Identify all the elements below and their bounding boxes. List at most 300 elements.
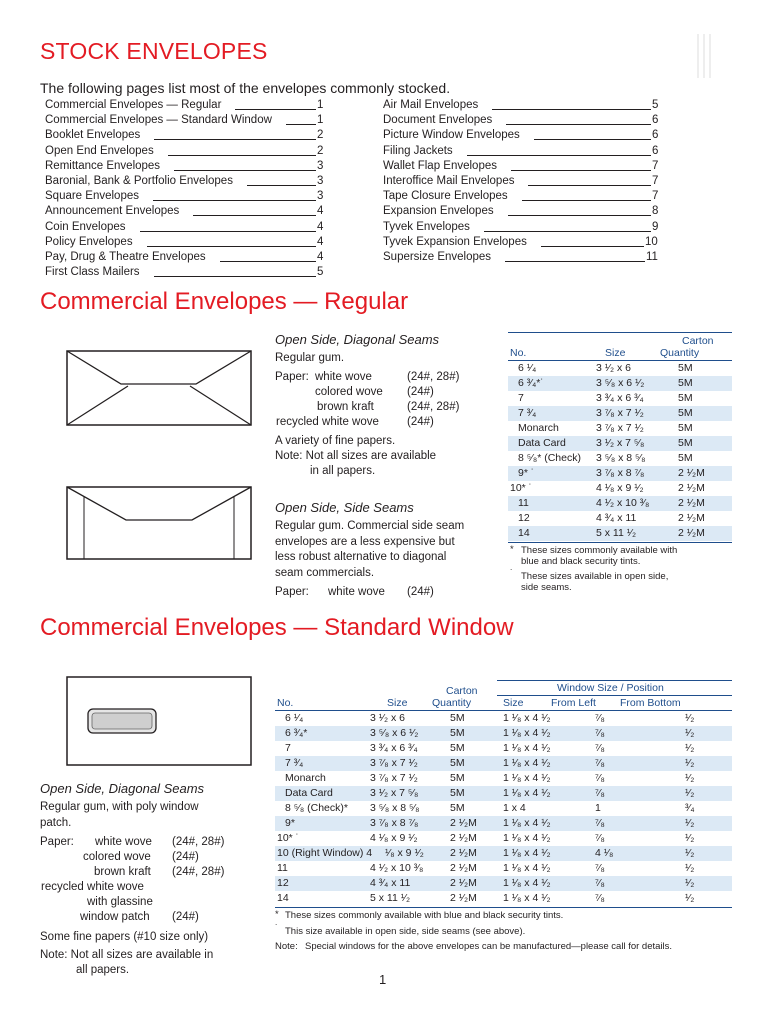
paper-weight: (24#) <box>407 586 434 598</box>
header-size: Size <box>387 697 408 709</box>
toc-item-page: 3 <box>317 175 324 187</box>
from-bottom-cell: ¹⁄₂ <box>685 832 695 844</box>
toc-item-label: Filing Jackets <box>383 144 453 157</box>
size-cell: 3 ⁵⁄₈ x 8 ⁵⁄₈ <box>370 802 420 814</box>
toc-item <box>45 174 323 189</box>
header-quantity: Quantity <box>660 347 700 359</box>
window-size-cell: 1 ¹⁄₈ x 4 ¹⁄₂ <box>503 832 551 844</box>
table-body <box>508 361 732 541</box>
toc-leader-line <box>492 109 651 110</box>
size-cell: 3 ⁷⁄₈ x 7 ¹⁄₂ <box>370 757 418 769</box>
toc-item <box>383 174 658 189</box>
toc-item-page: 3 <box>317 190 324 203</box>
window-size-cell: 1 ¹⁄₈ x 4 ¹⁄₂ <box>503 712 551 724</box>
toc-item-page: 6 <box>652 114 659 127</box>
footnote-text: These sizes commonly available with <box>521 545 678 556</box>
carton-quantity-cell: 2 ¹⁄₂M <box>450 862 477 874</box>
window-size-cell: 1 ¹⁄₈ x 4 ¹⁄₂ <box>503 847 551 859</box>
side-seam-envelope-illustration <box>66 486 252 560</box>
toc-leader-line <box>174 170 316 171</box>
toc-item-label: Pay, Drug & Theatre Envelopes <box>45 251 206 263</box>
size-number-cell: 8 ⁵⁄₈ (Check)* <box>285 802 348 814</box>
toc-leader-line <box>528 185 651 186</box>
toc-leader-line <box>193 215 316 216</box>
toc-item <box>45 265 323 280</box>
page-number: 1 <box>379 972 387 987</box>
toc-item-page: 2 <box>317 144 324 157</box>
table-body <box>275 711 732 907</box>
carton-quantity-cell: 2 ¹⁄₂M <box>450 877 477 889</box>
from-bottom-cell: ¹⁄₂ <box>685 772 695 784</box>
note-text: in all papers. <box>310 465 376 477</box>
toc-item <box>45 159 323 174</box>
toc-item <box>45 189 323 204</box>
from-bottom-cell: ¹⁄₂ <box>685 712 695 724</box>
table-row <box>508 466 732 481</box>
toc-item-label: Announcement Envelopes <box>45 205 180 218</box>
table-row <box>275 876 732 891</box>
size-cell: ¹⁄₈ x 9 ¹⁄₂ <box>385 847 424 859</box>
table-row <box>508 436 732 451</box>
footnote-text: These sizes available in open side, <box>521 571 669 582</box>
toc-item-page: 3 <box>317 159 324 172</box>
variety-text: A variety of fine papers. <box>275 435 396 447</box>
toc-item-label: Picture Window Envelopes <box>383 129 520 142</box>
toc-item-label: Interoffice Mail Envelopes <box>383 175 515 187</box>
carton-quantity-cell: 2 ¹⁄₂M <box>678 512 705 524</box>
toc-item-page: 5 <box>317 266 324 279</box>
from-bottom-cell: ¹⁄₂ <box>685 862 695 874</box>
paper-name: recycled white wove <box>41 881 144 893</box>
carton-quantity-cell: 5M <box>450 712 465 724</box>
size-number-cell: Data Card <box>285 787 333 799</box>
carton-quantity-cell: 5M <box>678 392 693 404</box>
size-cell: 3 ¹⁄₂ x 6 <box>596 362 632 374</box>
toc-item <box>383 144 658 159</box>
note-text: Note: Not all sizes are available in <box>40 949 214 961</box>
carton-quantity-cell: 2 ¹⁄₂M <box>678 527 705 539</box>
toc-item <box>383 98 658 113</box>
toc-item-page: 7 <box>652 175 659 187</box>
carton-quantity-cell: 2 ¹⁄₂M <box>678 497 705 509</box>
table-row <box>275 726 732 741</box>
toc-leader-line <box>484 231 651 232</box>
header-carton: Carton <box>682 335 714 347</box>
toc-item-page: 1 <box>317 114 324 127</box>
size-cell: 3 ⁷⁄₈ x 7 ¹⁄₂ <box>370 772 418 784</box>
from-bottom-cell: ¹⁄₂ <box>685 847 695 859</box>
table-row <box>508 421 732 436</box>
table-row <box>508 481 732 496</box>
toc-item-label: Remittance Envelopes <box>45 159 161 172</box>
size-number-cell: 7 <box>285 742 291 754</box>
toc-item <box>45 220 323 235</box>
table-row <box>508 361 732 376</box>
paper-name: colored wove <box>83 851 151 863</box>
size-number-cell: Monarch <box>518 422 559 434</box>
from-left-cell: 4 ¹⁄₈ <box>595 847 614 859</box>
toc-item-label: Coin Envelopes <box>45 220 126 233</box>
table-bottom-rule <box>275 907 732 908</box>
toc-item <box>45 128 323 143</box>
window-size-cell: 1 ¹⁄₈ x 4 ¹⁄₂ <box>503 877 551 889</box>
from-left-cell: ⁷⁄₈ <box>595 742 605 754</box>
toc-item <box>45 98 323 113</box>
toc-item <box>45 113 323 128</box>
side-seams-text: less robust alternative to diagonal <box>275 551 447 563</box>
size-cell: 4 ¹⁄₈ x 9 ¹⁄₂ <box>596 482 644 494</box>
size-cell: 4 ¹⁄₂ x 10 ³⁄₈ <box>596 497 650 509</box>
toc-item-page: 6 <box>652 144 659 157</box>
window-size-cell: 1 ¹⁄₈ x 4 ¹⁄₂ <box>503 787 551 799</box>
toc-leader-line <box>505 261 645 262</box>
toc-item-page: 5 <box>652 99 659 111</box>
regular-size-table <box>508 330 732 600</box>
paper-name: white wove <box>315 371 372 383</box>
toc-leader-line <box>506 124 651 125</box>
paper-name: white wove <box>95 836 152 848</box>
window-size-cell: 1 ¹⁄₈ x 4 ¹⁄₂ <box>503 727 551 739</box>
header-from-left: From Left <box>551 697 596 709</box>
window-size-cell: 1 ¹⁄₈ x 4 ¹⁄₂ <box>503 892 551 904</box>
size-cell: 4 ¹⁄₂ x 10 ³⁄₈ <box>370 862 424 874</box>
carton-quantity-cell: 5M <box>450 802 465 814</box>
window-size-cell: 1 ¹⁄₈ x 4 ¹⁄₂ <box>503 862 551 874</box>
size-cell: 3 ¹⁄₂ x 7 ⁵⁄₈ <box>370 787 419 799</box>
size-number-cell: 6 ³⁄₄*˙ <box>518 377 544 389</box>
table-row <box>275 816 732 831</box>
size-number-cell: 12 <box>277 877 289 889</box>
toc-item-label: Wallet Flap Envelopes <box>383 159 497 172</box>
carton-quantity-cell: 5M <box>450 727 465 739</box>
size-number-cell: 11 <box>277 862 288 874</box>
toc-item <box>383 235 658 250</box>
toc-leader-line <box>541 246 644 247</box>
window-size-cell: 1 ¹⁄₈ x 4 ¹⁄₂ <box>503 742 551 754</box>
header-size: Size <box>605 347 626 359</box>
size-cell: 3 ⁷⁄₈ x 8 ⁷⁄₈ <box>596 467 645 479</box>
carton-quantity-cell: 5M <box>678 452 693 464</box>
from-left-cell: ⁷⁄₈ <box>595 817 605 829</box>
header-from-bottom: From Bottom <box>620 697 681 709</box>
paper-name: brown kraft <box>94 866 151 878</box>
note-text: all papers. <box>76 964 130 976</box>
carton-quantity-cell: 5M <box>678 407 693 419</box>
size-number-cell: 10* ˙ <box>277 832 300 844</box>
diagonal-seams-heading: Open Side, Diagonal Seams <box>275 332 440 347</box>
toc-item-page: 6 <box>652 129 659 142</box>
carton-quantity-cell: 5M <box>450 772 465 784</box>
intro-text: The following pages list most of the envelopes commonly stocked. <box>40 80 451 96</box>
size-number-cell: 7 ³⁄₄ <box>518 407 537 419</box>
toc-leader-line <box>168 155 316 156</box>
toc-item-page: 4 <box>317 251 324 263</box>
size-number-cell: 14 <box>277 892 289 904</box>
table-top-rule <box>508 332 732 333</box>
table-row <box>508 496 732 511</box>
table-row <box>275 711 732 726</box>
carton-quantity-cell: 2 ¹⁄₂M <box>450 817 477 829</box>
size-cell: 3 ¹⁄₂ x 6 <box>370 712 406 724</box>
toc-item-label: Baronial, Bank & Portfolio Envelopes <box>45 175 233 187</box>
carton-quantity-cell: 5M <box>678 377 693 389</box>
toc-item-label: Open End Envelopes <box>45 144 154 157</box>
footnote-text: blue and black security tints. <box>521 556 641 567</box>
toc-item-page: 11 <box>646 251 658 263</box>
paper-weight: (24#, 28#) <box>172 836 225 848</box>
window-size-table <box>275 678 732 958</box>
toc-item-page: 7 <box>652 159 659 172</box>
paper-weight: (24#) <box>407 416 434 428</box>
carton-quantity-cell: 2 ¹⁄₂M <box>678 467 705 479</box>
toc-item <box>383 220 658 235</box>
from-bottom-cell: ¹⁄₂ <box>685 727 695 739</box>
size-cell: 3 ⁷⁄₈ x 7 ¹⁄₂ <box>596 407 644 419</box>
toc-item-page: 9 <box>652 220 659 233</box>
toc-item-label: Tyvek Envelopes <box>383 220 470 233</box>
toc-item <box>383 250 658 265</box>
size-cell: 3 ⁵⁄₈ x 6 ¹⁄₂ <box>370 727 419 739</box>
size-cell: 3 ⁵⁄₈ x 6 ¹⁄₂ <box>596 377 645 389</box>
regular-gum-text: Regular gum. <box>275 352 345 364</box>
footnote-label: Note: <box>275 941 298 952</box>
from-left-cell: ⁷⁄₈ <box>595 712 605 724</box>
toc-item <box>45 235 323 250</box>
from-bottom-cell: ¹⁄₂ <box>685 892 695 904</box>
size-cell: 3 ³⁄₄ x 6 ³⁄₄ <box>370 742 418 754</box>
toc-leader-line <box>247 185 316 186</box>
paper-name: with glassine <box>87 896 153 908</box>
toc-leader-line <box>153 200 316 201</box>
paper-weight: (24#, 28#) <box>172 866 225 878</box>
toc-item-label: Expansion Envelopes <box>383 205 494 218</box>
from-left-cell: ⁷⁄₈ <box>595 832 605 844</box>
carton-quantity-cell: 5M <box>450 787 465 799</box>
toc-item-label: Air Mail Envelopes <box>383 99 479 111</box>
size-number-cell: 11 <box>518 497 529 509</box>
size-cell: 4 ³⁄₄ x 11 <box>596 512 637 524</box>
carton-quantity-cell: 5M <box>450 742 465 754</box>
toc-item-page: 8 <box>652 205 659 218</box>
paper-weight: (24#) <box>172 851 199 863</box>
registration-mark <box>709 34 711 78</box>
table-row <box>275 861 732 876</box>
paper-label: Paper: <box>40 836 74 848</box>
toc-leader-line <box>522 200 651 201</box>
size-number-cell: 6 ¹⁄₄ <box>285 712 304 724</box>
size-cell: 5 x 11 ¹⁄₂ <box>596 527 637 539</box>
paper-name: brown kraft <box>317 401 374 413</box>
toc-leader-line <box>154 139 316 140</box>
toc-item-label: Booklet Envelopes <box>45 129 141 142</box>
table-row <box>275 771 732 786</box>
toc-item <box>383 204 658 219</box>
table-row <box>508 511 732 526</box>
from-bottom-cell: ¹⁄₂ <box>685 817 695 829</box>
toc-leader-line <box>235 109 316 110</box>
size-number-cell: 14 <box>518 527 530 539</box>
footnote-mark: * <box>275 909 279 920</box>
size-cell: 3 ⁷⁄₈ x 8 ⁷⁄₈ <box>370 817 419 829</box>
toc-item-label: Policy Envelopes <box>45 235 133 248</box>
header-no: No. <box>277 697 294 709</box>
size-number-cell: Data Card <box>518 437 566 449</box>
size-number-cell: 12 <box>518 512 530 524</box>
window-header-top-rule <box>497 680 732 681</box>
toc-item-page: 2 <box>317 129 324 142</box>
registration-mark <box>703 34 705 78</box>
toc-item-page: 4 <box>317 205 324 218</box>
from-left-cell: ⁷⁄₈ <box>595 757 605 769</box>
size-number-cell: Monarch <box>285 772 326 784</box>
paper-name: white wove <box>328 586 385 598</box>
paper-label: Paper: <box>275 371 309 383</box>
from-bottom-cell: ¹⁄₂ <box>685 742 695 754</box>
window-size-cell: 1 x 4 <box>503 802 526 814</box>
toc-leader-line <box>147 246 316 247</box>
size-cell: 3 ³⁄₄ x 6 ³⁄₄ <box>596 392 644 404</box>
from-left-cell: 1 <box>595 802 601 814</box>
carton-quantity-cell: 5M <box>678 437 693 449</box>
table-row <box>508 406 732 421</box>
toc-item-page: 1 <box>317 99 324 111</box>
header-window: Window Size / Position <box>557 682 664 694</box>
carton-quantity-cell: 5M <box>450 757 465 769</box>
header-carton: Carton <box>446 685 478 697</box>
from-left-cell: ⁷⁄₈ <box>595 862 605 874</box>
from-bottom-cell: ¹⁄₂ <box>685 877 695 889</box>
paper-weight: (24#, 28#) <box>407 371 460 383</box>
toc-item <box>45 144 323 159</box>
table-row <box>275 831 732 846</box>
from-bottom-cell: ¹⁄₂ <box>685 787 695 799</box>
paper-weight: (24#, 28#) <box>407 401 460 413</box>
note-text: Note: Not all sizes are available <box>275 450 437 462</box>
size-number-cell: 9* ˙ <box>518 467 535 479</box>
window-subheader-rule <box>497 695 732 696</box>
header-window-size: Size <box>503 697 524 709</box>
header-quantity: Quantity <box>432 697 472 709</box>
window-envelope-illustration <box>66 676 252 766</box>
toc-right-column <box>383 98 658 268</box>
carton-quantity-cell: 2 ¹⁄₂M <box>450 892 477 904</box>
window-size-cell: 1 ¹⁄₈ x 4 ¹⁄₂ <box>503 772 551 784</box>
toc-item-page: 10 <box>645 235 658 248</box>
table-row <box>275 891 732 906</box>
size-cell: 3 ⁵⁄₈ x 8 ⁵⁄₈ <box>596 452 646 464</box>
from-left-cell: ⁷⁄₈ <box>595 877 605 889</box>
window-diagonal-seams-heading: Open Side, Diagonal Seams <box>40 781 205 796</box>
toc-item <box>45 204 323 219</box>
toc-item <box>45 250 323 265</box>
window-gum-text: Regular gum, with poly window <box>40 801 199 813</box>
table-row <box>275 741 732 756</box>
section-title-window: Commercial Envelopes — Standard Window <box>40 614 514 641</box>
carton-quantity-cell: 2 ¹⁄₂M <box>450 847 477 859</box>
toc-item-label: Supersize Envelopes <box>383 251 492 263</box>
toc-leader-line <box>467 155 651 156</box>
table-row <box>275 846 732 861</box>
toc-item-label: First Class Mailers <box>45 266 140 279</box>
window-gum-text: patch. <box>40 817 72 829</box>
size-cell: 4 ¹⁄₈ x 9 ¹⁄₂ <box>370 832 418 844</box>
table-row <box>508 376 732 391</box>
toc-item-label: Tape Closure Envelopes <box>383 190 508 203</box>
toc-item <box>383 159 658 174</box>
size-cell: 4 ³⁄₄ x 11 <box>370 877 411 889</box>
size-number-cell: 7 ³⁄₄ <box>285 757 304 769</box>
size-number-cell: 6 ³⁄₄* <box>285 727 308 739</box>
fine-papers-text: Some fine papers (#10 size only) <box>40 931 209 943</box>
table-row <box>508 526 732 541</box>
paper-weight: (24#) <box>407 386 434 398</box>
side-seams-text: Regular gum. Commercial side seam <box>275 520 465 532</box>
carton-quantity-cell: 2 ¹⁄₂M <box>678 482 705 494</box>
size-cell: 3 ¹⁄₂ x 7 ⁵⁄₈ <box>596 437 645 449</box>
size-number-cell: 10* ˙ <box>510 482 533 494</box>
registration-mark <box>697 34 699 78</box>
toc-leader-line <box>286 124 316 125</box>
table-row <box>508 451 732 466</box>
toc-leader-line <box>534 139 651 140</box>
paper-name: colored wove <box>315 386 383 398</box>
toc-leader-line <box>220 261 316 262</box>
footnote-text: side seams. <box>521 582 572 593</box>
from-left-cell: ⁷⁄₈ <box>595 727 605 739</box>
header-no: No. <box>510 347 527 359</box>
from-bottom-cell: ¹⁄₂ <box>685 757 695 769</box>
from-left-cell: ⁷⁄₈ <box>595 787 605 799</box>
toc-leader-line <box>154 276 316 277</box>
toc-item-label: Commercial Envelopes — Regular <box>45 99 222 111</box>
paper-name: recycled white wove <box>276 416 379 428</box>
footnote-mark: * <box>510 544 514 555</box>
footnote-mark: ˙ <box>510 568 514 579</box>
toc-leader-line <box>511 170 651 171</box>
window-size-cell: 1 ¹⁄₈ x 4 ¹⁄₂ <box>503 757 551 769</box>
side-seams-text: seam commercials. <box>275 567 375 579</box>
paper-label: Paper: <box>275 586 309 598</box>
size-number-cell: 7 <box>518 392 524 404</box>
from-left-cell: ⁷⁄₈ <box>595 772 605 784</box>
window-size-cell: 1 ¹⁄₈ x 4 ¹⁄₂ <box>503 817 551 829</box>
paper-name: window patch <box>80 911 150 923</box>
toc-item-label: Square Envelopes <box>45 190 139 203</box>
side-seams-heading: Open Side, Side Seams <box>275 500 414 515</box>
size-number-cell: 8 ⁵⁄₈* (Check) <box>518 452 581 464</box>
toc-left-column <box>45 98 323 283</box>
toc-item <box>383 128 658 143</box>
table-row <box>275 756 732 771</box>
section-title-regular: Commercial Envelopes — Regular <box>40 288 409 315</box>
diagonal-seam-envelope-illustration <box>66 350 252 426</box>
size-number-cell: 6 ¹⁄₄ <box>518 362 537 374</box>
toc-leader-line <box>508 215 651 216</box>
toc-item-label: Tyvek Expansion Envelopes <box>383 235 527 248</box>
toc-leader-line <box>140 231 316 232</box>
toc-item-page: 4 <box>317 220 324 233</box>
page-title: STOCK ENVELOPES <box>40 38 268 64</box>
paper-weight: (24#) <box>172 911 199 923</box>
toc-item-page: 4 <box>317 235 324 248</box>
carton-quantity-cell: 2 ¹⁄₂M <box>450 832 477 844</box>
side-seams-text: envelopes are a less expensive but <box>275 536 455 548</box>
carton-quantity-cell: 5M <box>678 422 693 434</box>
size-number-cell: 10 (Right Window) 4 <box>277 847 373 859</box>
carton-quantity-cell: 5M <box>678 362 693 374</box>
toc-item <box>383 189 658 204</box>
from-bottom-cell: ³⁄₄ <box>685 802 695 814</box>
